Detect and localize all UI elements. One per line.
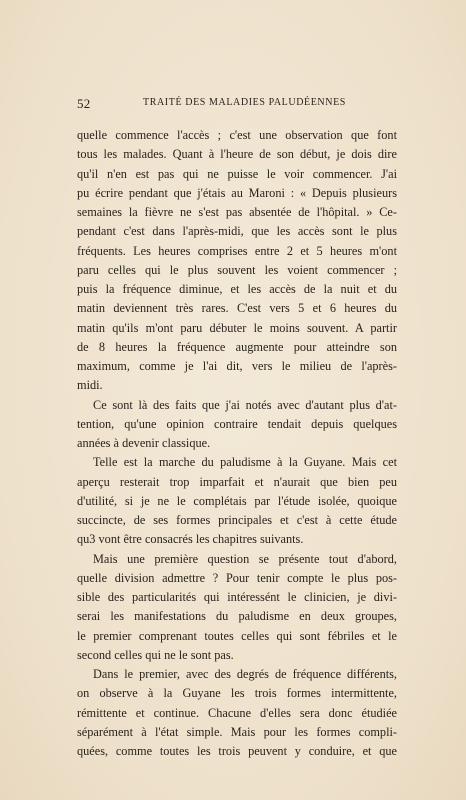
text-line: second celles qui ne le sont pas. xyxy=(77,647,234,662)
text-line: quelle division admettre ? Pour tenir compte le plus pos- xyxy=(77,570,397,585)
text-line: matin qu'ils m'ont paru débuter le moins souvent. A partir xyxy=(77,320,397,335)
text-line: midi. xyxy=(77,378,103,393)
text-line: succincte, de ses formes principales et c'est à cette étude xyxy=(77,513,397,527)
text-line: quelle commence l'accès ; c'est une observation que font xyxy=(77,128,397,142)
text-line: d'utilité, si je ne le complétais par l'étude isolée, quoique xyxy=(77,493,397,508)
text-line: paru celles qui le plus souvent les voient commencer ; xyxy=(77,262,397,277)
text-line: sible des particularités qui intéressént le clinicien, je divi- xyxy=(77,590,397,604)
text-line: séparément à l'état simple. Mais pour les formes compli- xyxy=(77,724,397,739)
running-title: TRAITÉ DES MALADIES PALUDÉENNES xyxy=(143,97,346,108)
text-line: rémittente et continue. Chacune d'elles sera donc étudiée xyxy=(77,705,397,720)
text-line: qu3 vont être consacrés les chapitres suivants. xyxy=(77,532,304,547)
text-line: Ce sont là des faits que j'ai notés avec d'autant plus d'at- xyxy=(93,397,397,412)
text-line: Mais une première question se présente tout d'abord, xyxy=(93,551,397,566)
text-line: matin deviennent très rares. C'est vers 5 et 6 heures du xyxy=(77,301,397,316)
text-line: maximum, comme je l'ai dit, vers le milieu de l'après- xyxy=(77,359,397,373)
text-line: on observe à la Guyane les trois formes intermittente, xyxy=(77,686,397,701)
text-line: tous les malades. Quant à l'heure de son début, je dois dire xyxy=(77,147,397,162)
text-line: fréquents. Les heures comprises entre 2 et 5 heures m'ont xyxy=(77,243,397,258)
text-line: tention, qu'une opinion contraire tendait depuis quelques xyxy=(77,416,397,431)
text-line: qu'il n'en est pas qui ne puisse le voir commencer. J'ai xyxy=(77,166,397,181)
text-line: pu écrire pendant que j'étais au Maroni : « Depuis plusieurs xyxy=(77,185,397,200)
text-line: pendant c'est dans l'après-midi, que les accès sont le plus xyxy=(77,224,397,239)
text-line: puis la fréquence diminue, et les accès de la nuit et du xyxy=(77,282,397,296)
page-number: 52 xyxy=(77,96,91,111)
text-line: aperçu resterait trop imparfait et n'aurait que bien peu xyxy=(77,474,397,489)
page-header xyxy=(77,96,397,112)
text-line: le premier comprenant toutes celles qui sont fébriles et le xyxy=(77,628,397,643)
text-line: quées, comme toutes les trois peuvent y conduire, et que xyxy=(77,744,397,758)
text-line: serai les manifestations du paludisme en deux groupes, xyxy=(77,609,397,624)
text-line: semaines la fièvre ne s'est pas absentée de l'hôpital. » Ce- xyxy=(77,205,397,219)
body-text xyxy=(77,126,397,761)
text-line: années à devenir classique. xyxy=(77,436,211,450)
text-line: de 8 heures la fréquence augmente pour atteindre son xyxy=(77,339,397,354)
text-line: Telle est la marche du paludisme à la Guyane. Mais cet xyxy=(93,455,397,470)
text-line: Dans le premier, avec des degrés de fréquence différents, xyxy=(93,667,397,681)
